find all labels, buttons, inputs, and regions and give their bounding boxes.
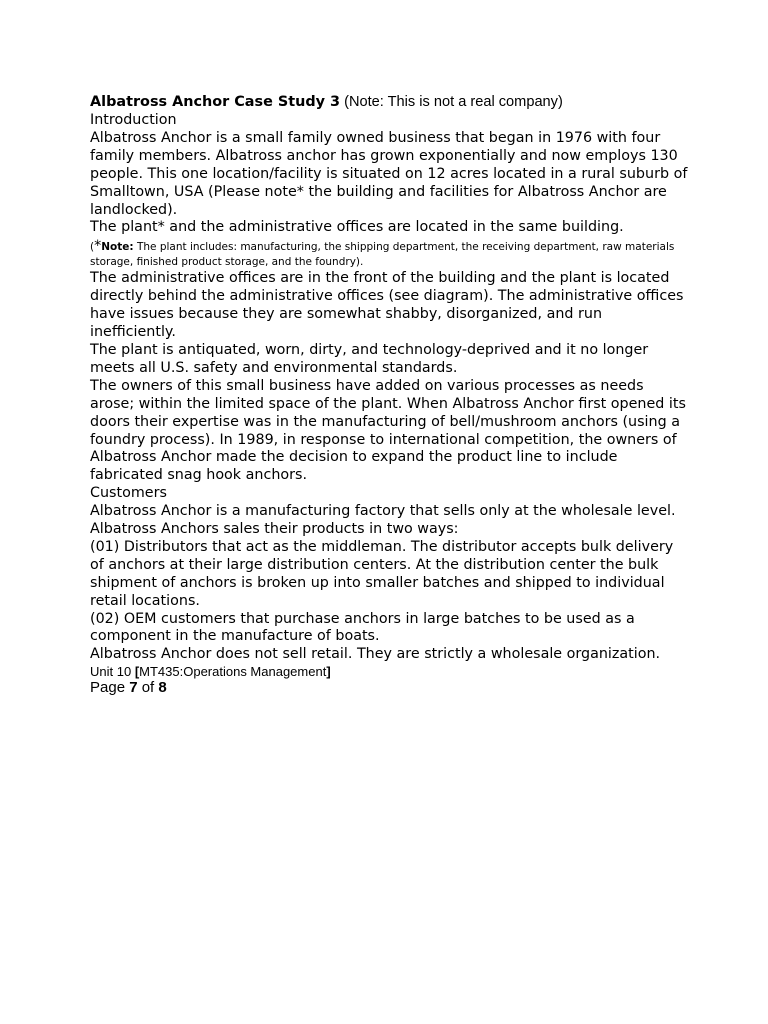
footer-unit-line: [90, 664, 690, 679]
introduction-heading: Introduction: [90, 112, 177, 128]
customers-paragraph: Albatross Anchor is a manufacturing factory that sells only at the wholesale level.: [90, 503, 676, 520]
customers-heading: Customers: [90, 485, 167, 502]
plant-note-star: *: [94, 238, 102, 255]
retail-paragraph: Albatross Anchor does not sell retail. They are strictly a wholesale organization.: [90, 646, 661, 663]
page-current: 7: [129, 679, 138, 697]
title-disclaimer: (Note: This is not a real company): [340, 94, 563, 110]
plant-condition-paragraph: The plant is antiquated, worn, dirty, and technology-deprived and it no longer meets all U.S. safety and environmental standards.: [90, 341, 649, 376]
owners-paragraph: The owners of this small business have added on various processes as needs arose; within the limited space of the plant. When Albatross Anchor first opened its doors their expertise was in the manufacturing of bell/mushroom anchors (using a foundry process). In 1989, in response to international competition, the owners of Albatross Anchor made the decision to expand the product line to include fabricated snag hook anchors.: [90, 377, 686, 484]
document-title-line: [90, 93, 690, 112]
footer-course: MT435:Operations Management: [139, 664, 327, 680]
page-number: [90, 679, 690, 697]
admin-paragraph: The administrative offices are in the front of the building and the plant is located directly behind the administrative offices (see diagram). The administrative offices have issues because they are somewhat shabby, disorganized, and run inefficiently.: [90, 270, 684, 341]
footer-bracket-close: ]: [326, 664, 331, 680]
page-total: 8: [158, 679, 167, 697]
sales-item-2: (02) OEM customers that purchase anchors in large batches to be used as a component in the manufacture of boats.: [90, 610, 635, 645]
plant-note-open: (: [90, 241, 95, 254]
plant-note-text: The plant includes: manufacturing, the shipping department, the receiving department, raw materials storage, finished product storage, and the foundry).: [90, 241, 675, 269]
sales-item-1: (01) Distributors that act as the middleman. The distributor accepts bulk delivery of anchors at their large distribution centers. At the distribution center the bulk shipment of anchors is broken up into smaller batches and shipped to individual retail locations.: [90, 538, 674, 609]
document-title: Albatross Anchor Case Study 3: [90, 94, 341, 110]
page-label: Page: [90, 679, 130, 697]
footer-bracket-open: [: [134, 664, 140, 680]
sales-intro: Albatross Anchors sales their products in two ways:: [90, 521, 459, 538]
plant-note-label: Note:: [101, 241, 134, 254]
plant-note: [90, 239, 690, 270]
page-of: of: [137, 679, 159, 697]
footer-unit-prefix: Unit 10: [90, 664, 135, 680]
document-page: [90, 93, 690, 697]
plant-sentence: The plant* and the administrative offices are located in the same building.: [90, 219, 624, 236]
intro-paragraph: Albatross Anchor is a small family owned business that began in 1976 with four family members. Albatross anchor has grown exponentially and now employs 130 people. This one location/facility is situated on 12 acres located in a rural suburb of Smalltown, USA (Please note* the building and facilities for Albatross Anchor are landlocked).: [90, 129, 688, 218]
